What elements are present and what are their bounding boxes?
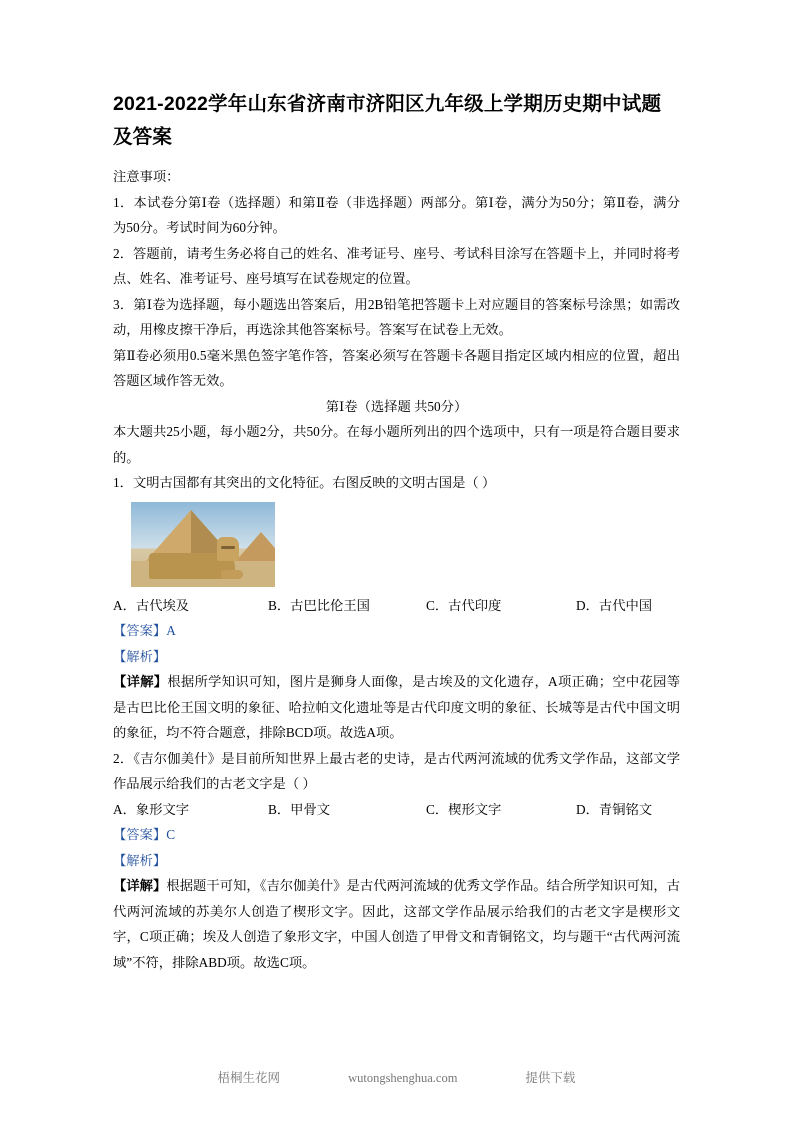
sphinx-head-shape	[217, 537, 239, 561]
notice-item-2: 2．答题前，请考生务必将自己的姓名、准考证号、座号、考试科目涂写在答题卡上，并同时将考点、姓名、准考证号、座号填写在试卷规定的位置。	[113, 245, 680, 286]
question-1-options	[113, 593, 680, 619]
sphinx-paw-shape	[221, 570, 243, 579]
question-2-option-a: A．象形文字	[113, 801, 190, 817]
section-description: 本大题共25小题，每小题2分，共50分。在每小题所列出的四个选项中，只有一项是符合题目要求的。	[113, 424, 680, 465]
footer-site-name: 梧桐生花网	[217, 1071, 281, 1085]
question-1-analysis-tag: 【解析】	[113, 648, 167, 664]
question-2-option-d: D．青铜铭文	[576, 801, 653, 817]
question-1-option-c: C．古代印度	[426, 597, 502, 613]
detail-tag: 【详解】	[113, 674, 168, 689]
notice-heading: 注意事项：	[113, 169, 180, 184]
question-1-stem: 1．文明古国都有其突出的文化特征。右图反映的文明古国是（ ）	[113, 475, 496, 490]
question-2-analysis-tag: 【解析】	[113, 852, 167, 868]
notice-item-3: 3．第Ⅰ卷为选择题，每小题选出答案后，用2B铅笔把答题卡上对应题目的答案标号涂黑；如需改动，用橡皮擦干净后，再选涂其他答案标号。答案写在试卷上无效。	[113, 296, 680, 337]
question-2-options	[113, 797, 680, 823]
question-2-stem: 2．《吉尔伽美什》是目前所知世界上最古老的史诗，是古代两河流域的优秀文学作品，这部文学作品展示给我们的古老文字是（ ）	[113, 750, 680, 791]
question-2-option-c: C．楔形文字	[426, 801, 502, 817]
detail-tag: 【详解】	[113, 878, 167, 893]
question-2-detail	[113, 873, 680, 975]
answer-value: A	[166, 623, 176, 638]
notice-item-4: 第Ⅱ卷必须用0.5毫米黑色签字笔作答，答案必须写在答题卡各题目指定区域内相应的位置，超出答题区域作答无效。	[113, 347, 680, 388]
page-title: 2021-2022学年山东省济南市济阳区九年级上学期历史期中试题及答案	[113, 93, 662, 148]
section-title: 第Ⅰ卷（选择题 共50分）	[325, 398, 468, 414]
answer-value: C	[166, 827, 176, 842]
detail-text: 根据所学知识可知，图片是狮身人面像，是古埃及的文化遗存，A项正确；空中花园等是古巴比伦王国文明的象征、哈拉帕文化遗址等是古代印度文明的象征、长城等是古代中国文明的象征，均不符合题意，排除BCD项。故选A项。	[113, 674, 681, 740]
question-2-option-b: B．甲骨文	[268, 801, 331, 817]
notice-item-1: 1．本试卷分第Ⅰ卷（选择题）和第Ⅱ卷（非选择题）两部分。第Ⅰ卷，满分为50分；第Ⅱ卷，满分为50分。考试时间为60分钟。	[113, 194, 680, 235]
sphinx-pyramid-image	[131, 502, 275, 587]
answer-tag: 【答案】	[113, 623, 167, 638]
footer-site-url: wutongshenghua.com	[348, 1071, 458, 1085]
question-2-answer	[113, 822, 680, 848]
question-1-figure	[131, 502, 680, 587]
detail-text: 根据题干可知，《吉尔伽美什》是古代两河流域的优秀文学作品。结合所学知识可知，古代两河流域的苏美尔人创造了楔形文字。因此，这部文学作品展示给我们的古老文字是楔形文字，C项正确；埃及人创造了象形文字，中国人创造了甲骨文和青铜铭文，均与题干“古代两河流域”不符，排除ABD项。故选C项。	[113, 878, 680, 970]
page-footer	[0, 1068, 793, 1086]
footer-download-label: 提供下载	[525, 1071, 576, 1085]
answer-tag: 【答案】	[113, 827, 167, 842]
question-1-option-b: B．古巴比伦王国	[268, 597, 370, 613]
question-1-detail	[113, 669, 680, 746]
pyramid-shape-small	[235, 532, 275, 562]
question-1-answer	[113, 618, 680, 644]
question-1-option-d: D．古代中国	[576, 597, 653, 613]
question-1-option-a: A．古代埃及	[113, 597, 190, 613]
